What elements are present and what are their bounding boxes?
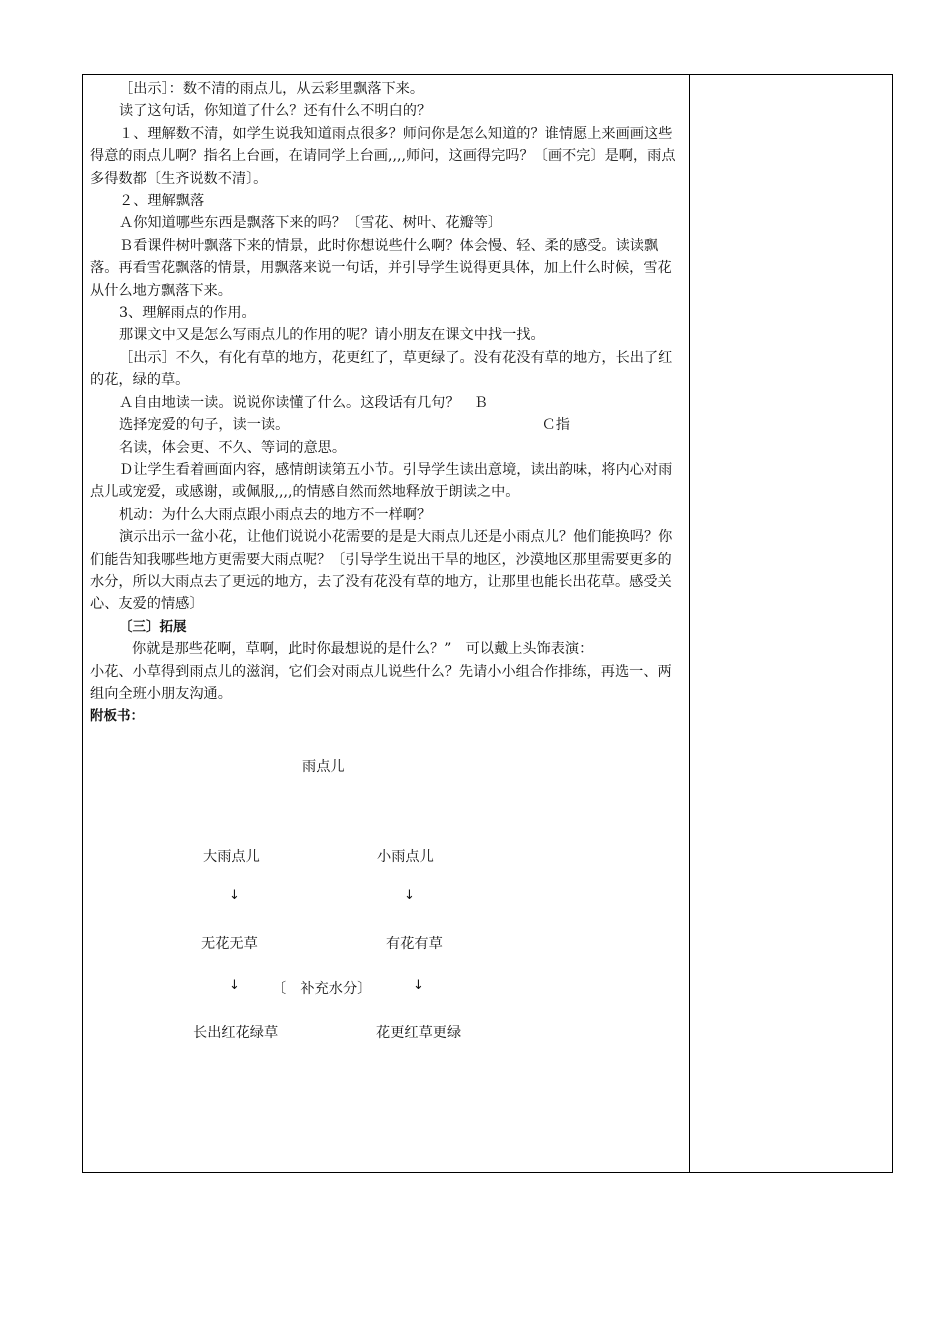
board-left-top: 大雨点儿: [203, 849, 260, 865]
down-arrow-icon: ↓: [413, 978, 424, 993]
text-line-pair: [90, 414, 682, 436]
text-line: Ｃ指: [541, 417, 570, 434]
table-column-divider: [689, 74, 690, 1173]
board-middle-note: 〔 补充水分〕: [272, 981, 372, 997]
down-arrow-icon: ↓: [229, 978, 240, 993]
text-line: 演示出示一盆小花，让他们说说小花需要的是是大雨点儿还是小雨点儿？他们能换吗？你们能告知我哪些地方更需要大雨点呢？〔引导学生说出干旱的地区，沙漠地区那里需要更多的水分，所以大雨点去了更远的地方，去了没有花没有草的地方，让那里也能长出花草。感受关心、友爱的情感〕: [90, 529, 673, 613]
text-line: Ｂ看课件树叶飘落下来的情景，此时你想说些什么啊？体会慢、轻、柔的感受。读读飘落。再看雪花飘落的情景，用飘落来说一句话，并引导学生说得更具体，加上什么时候，雪花从什么地方飘落下来。: [90, 237, 672, 299]
board-title: 雨点儿: [302, 759, 345, 775]
board-left-mid: 无花无草: [201, 936, 258, 952]
board-right-mid: 有花有草: [386, 936, 443, 952]
text-line: 机动：为什么大雨点跟小雨点去的地方不一样啊？: [119, 506, 432, 523]
text-line: 你就是那些花啊，草啊，此时你最想说的是什么？” 可以戴上头饰表演：: [132, 641, 594, 658]
text-line: １、理解数不清，如学生说我知道雨点很多？师问你是怎么知道的？谁情愿上来画画这些得意的雨点儿啊？指名上台画，在请同学上台画,,,,师问，这画得完吗？〔画不完〕是啊，雨点多得数都〔生齐说数不清〕。: [90, 125, 676, 187]
text-line: Ａ自由地读一读。说说你读懂了什么。这段话有几句？ Ｂ: [119, 394, 488, 411]
text-line: ［出示］：数不清的雨点儿，从云彩里飘落下来。: [119, 81, 425, 97]
text-line: ２、理解飘落: [119, 193, 205, 210]
down-arrow-icon: ↓: [229, 888, 240, 903]
text-line: Ａ你知道哪些东西是飘落下来的吗？〔雪花、树叶、花瓣等〕: [119, 215, 503, 232]
lesson-content: [90, 78, 682, 728]
text-line: 选择宠爱的句子，读一读。: [119, 417, 290, 434]
text-line: ［出示］不久，有化有草的地方，花更红了，草更绿了。没有花没有草的地方，长出了红的花，绿的草。: [90, 349, 673, 389]
text-line: 小花、小草得到雨点儿的滋润，它们会对雨点儿说些什么？先请小小组合作排练，再选一、两组向全班小朋友沟通。: [90, 663, 672, 702]
down-arrow-icon: ↓: [404, 888, 415, 903]
board-heading: 附板书：: [90, 708, 144, 725]
text-line: Ｄ让学生看着画面内容，感情朗读第五小节。引导学生读出意境，读出韵味，将内心对雨点儿或宠爱，或感谢，或佩服,,,,的情感自然而然地释放于朗读之中。: [90, 461, 673, 501]
text-line: 名读，体会更、不久、等词的意思。: [119, 439, 347, 456]
section-heading: 〔三〕拓展: [119, 618, 187, 635]
text-line: 读了这句话，你知道了什么？还有什么不明白的？: [119, 103, 432, 120]
board-left-bottom: 长出红花绿草: [193, 1025, 279, 1041]
board-right-top: 小雨点儿: [377, 849, 434, 865]
text-line: 3、理解雨点的作用。: [119, 305, 256, 322]
board-right-bottom: 花更红草更绿: [376, 1025, 462, 1041]
text-line: 那课文中又是怎么写雨点儿的作用的呢？请小朋友在课文中找一找。: [119, 327, 545, 344]
